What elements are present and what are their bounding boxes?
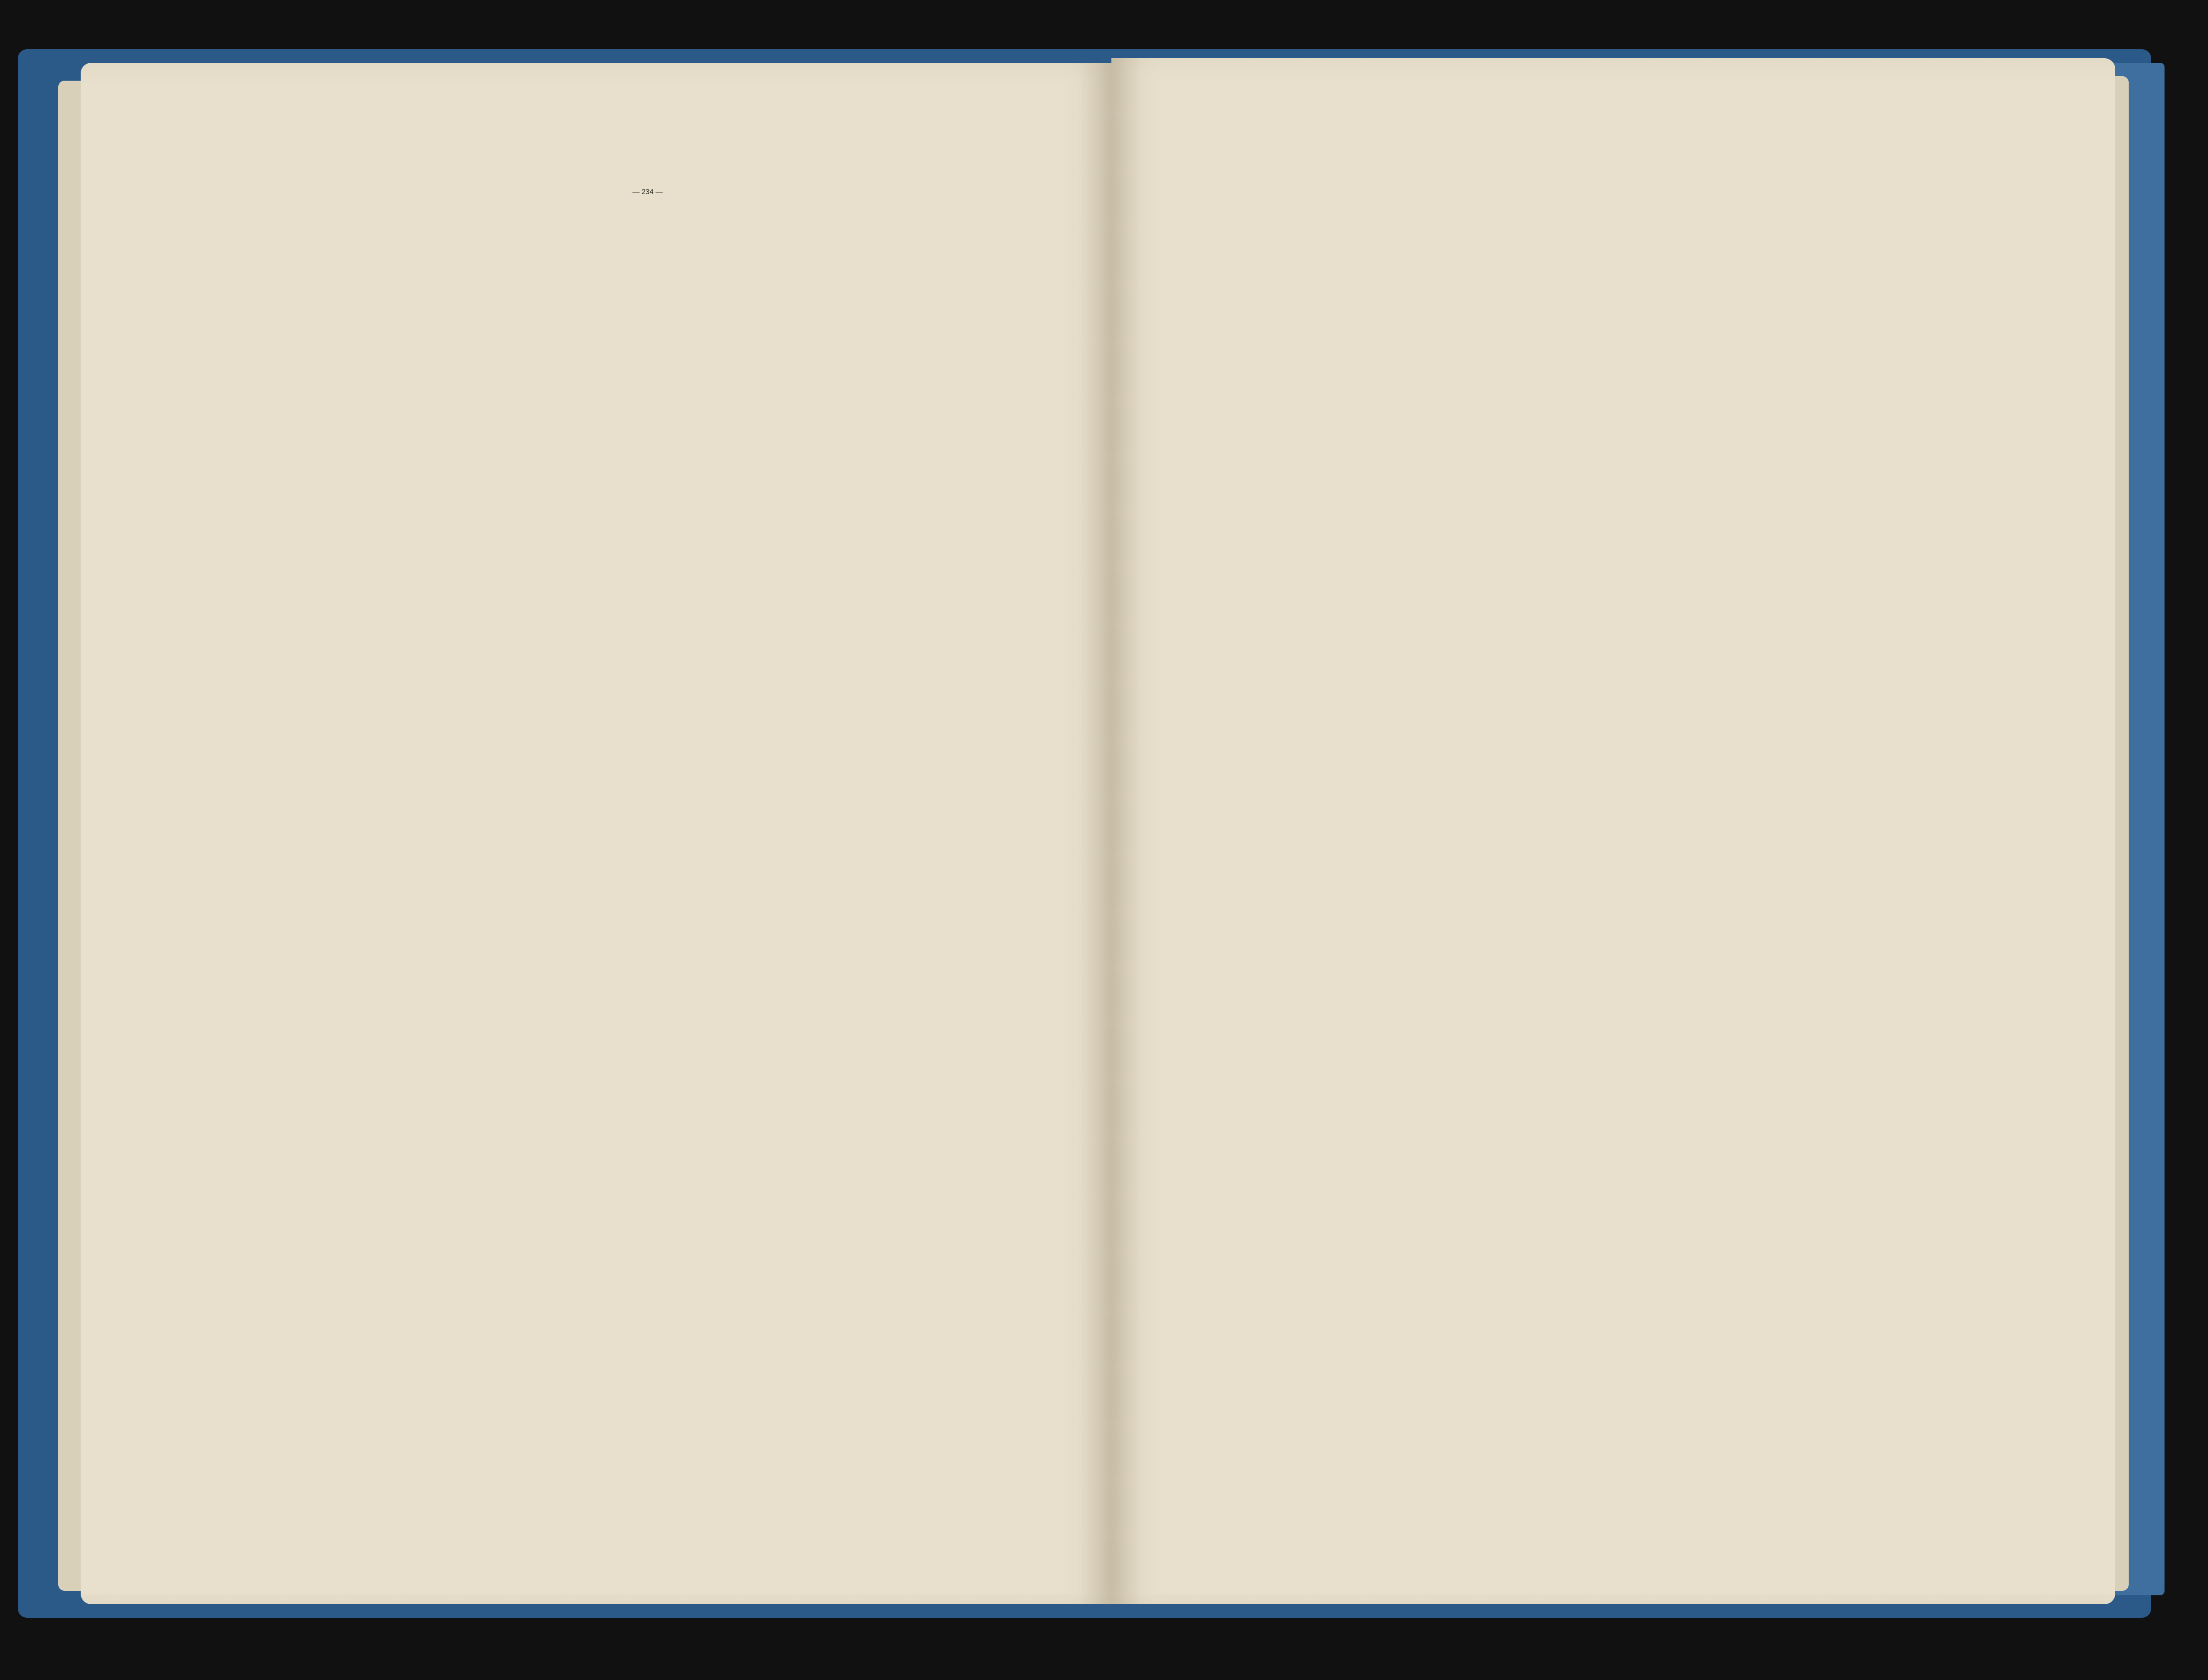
page-number: — 234 — (632, 188, 663, 196)
right-page (1111, 58, 2115, 1604)
left-page (81, 63, 1111, 1604)
